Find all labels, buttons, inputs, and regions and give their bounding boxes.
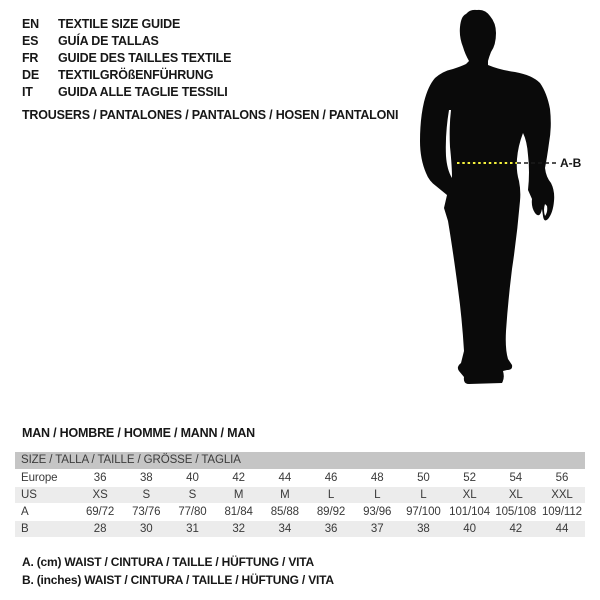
size-cell: XL: [508, 489, 523, 501]
size-cell: 101/104: [449, 506, 491, 518]
table-row-a-cm: [15, 503, 585, 520]
size-cell: 31: [186, 523, 199, 535]
size-cell: 48: [370, 472, 384, 484]
size-cell: 42: [509, 523, 523, 535]
size-cell: 52: [463, 472, 476, 484]
row-label: Europe: [21, 472, 58, 484]
size-cell: 40: [186, 472, 199, 484]
table-row-us: [15, 486, 585, 503]
size-cell: 38: [417, 523, 430, 535]
language-title: GUIDA ALLE TAGLIE TESSILI: [58, 85, 228, 99]
row-label: B: [21, 523, 29, 535]
size-cell: M: [233, 489, 244, 501]
size-cell: 69/72: [85, 506, 115, 518]
size-table-header: SIZE / TALLA / TAILLE / GRÖSSE / TAGLIA: [15, 452, 585, 469]
man-silhouette-icon: [405, 0, 575, 395]
measure-label-ab: A-B: [560, 156, 582, 170]
language-list: [22, 16, 231, 101]
size-cell: 32: [232, 523, 245, 535]
language-title: GUIDE DES TAILLES TEXTILE: [58, 51, 232, 65]
size-cell: XS: [92, 489, 108, 501]
row-label: US: [21, 489, 37, 501]
size-cell: 46: [324, 472, 338, 484]
size-cell: M: [280, 489, 290, 501]
table-row-europe: [15, 469, 585, 486]
language-row: [22, 84, 231, 101]
size-cell: 85/88: [270, 506, 299, 518]
size-cell: 30: [139, 523, 153, 535]
language-row: [22, 33, 231, 50]
gender-heading: MAN / HOMBRE / HOMME / MANN / MAN: [22, 426, 255, 440]
size-cell: XXL: [551, 489, 573, 501]
row-label: A: [21, 506, 29, 518]
size-cell: 44: [555, 523, 569, 535]
size-table: [15, 452, 585, 537]
size-cell: 40: [463, 523, 476, 535]
table-row-b-inches: [15, 520, 585, 537]
size-cell: 36: [324, 523, 338, 535]
language-title: TEXTILE SIZE GUIDE: [58, 17, 181, 31]
size-cell: 37: [370, 523, 384, 535]
language-title: TEXTILGRÖßENFÜHRUNG: [58, 68, 214, 82]
size-cell: S: [142, 489, 151, 501]
footnote-a: A. (cm) WAIST / CINTURA / TAILLE / HÜFTUNG / VITA: [22, 555, 314, 569]
size-cell: 77/80: [178, 506, 207, 518]
language-code: FR: [22, 51, 39, 65]
size-cell: 28: [93, 523, 107, 535]
language-code: DE: [22, 68, 39, 82]
size-cell: L: [327, 489, 335, 501]
size-cell: 81/84: [224, 506, 253, 518]
size-cell: 36: [93, 472, 107, 484]
garment-heading: TROUSERS / PANTALONES / PANTALONS / HOSEN / PANTALONI: [22, 108, 399, 122]
size-cell: 34: [278, 523, 292, 535]
size-cell: 56: [555, 472, 569, 484]
size-cell: 44: [278, 472, 292, 484]
size-cell: 50: [417, 472, 430, 484]
size-cell: 73/76: [132, 506, 161, 518]
language-code: ES: [22, 34, 39, 48]
size-cell: 54: [509, 472, 523, 484]
language-title: GUÍA DE TALLAS: [58, 34, 159, 48]
man-silhouette-shape: [420, 10, 554, 384]
size-cell: 89/92: [316, 506, 346, 518]
size-cell: 97/100: [406, 506, 441, 518]
language-row: [22, 50, 231, 67]
language-row: [22, 67, 231, 84]
footnote-b: B. (inches) WAIST / CINTURA / TAILLE / HÜFTUNG / VITA: [22, 573, 334, 587]
footnotes: [22, 553, 334, 589]
size-cell: 93/96: [363, 506, 392, 518]
size-cell: S: [188, 489, 197, 501]
size-cell: L: [420, 489, 427, 501]
size-cell: 105/108: [495, 506, 537, 518]
size-cell: XL: [462, 489, 477, 501]
size-cell: 42: [232, 472, 245, 484]
size-cell: 38: [139, 472, 153, 484]
language-row: [22, 16, 231, 33]
size-cell: L: [374, 489, 381, 501]
size-cell: 109/112: [541, 506, 582, 518]
language-code: IT: [22, 85, 33, 99]
language-code: EN: [22, 17, 39, 31]
